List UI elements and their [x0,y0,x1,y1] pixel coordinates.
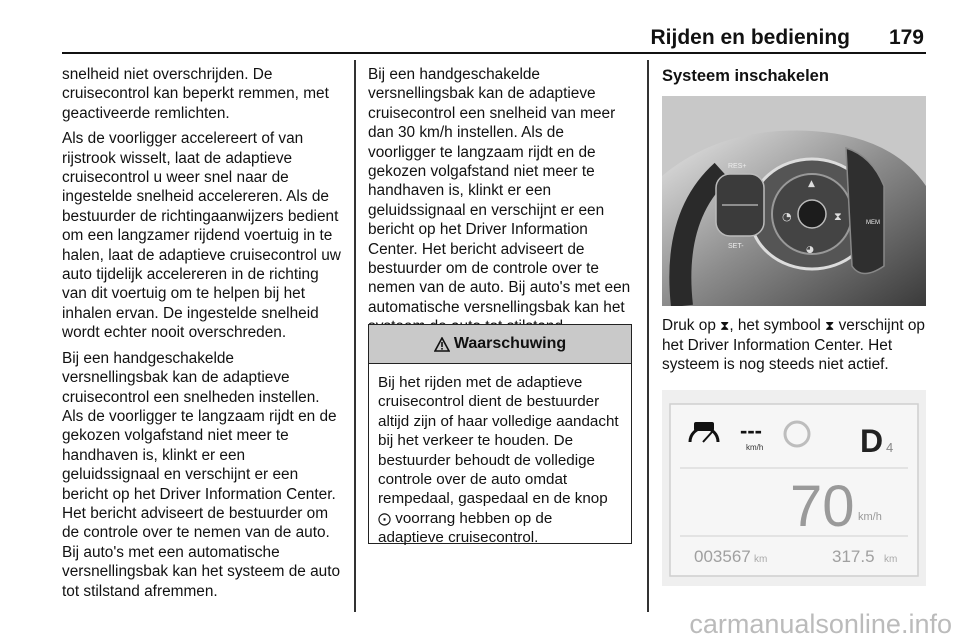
warning-text-1: Bij het rijden met de adaptieve cruisecontrol dient de bestuurder altijd zijn of haar volledige aandacht bij het verkeer te houden. De bestuurder behoudt de volledige controle over de auto omdat rempedaal, gaspedaal en de knop [378,374,619,508]
section-title: Systeem inschakelen [662,67,829,85]
adaptive-cruise-symbol-icon: ⧗ [825,318,835,334]
res-label: RES+ [728,163,747,170]
warning-body [369,364,631,557]
warning-title: Waarschuwing [453,335,567,352]
speed-unit: km/h [858,511,882,523]
trip-value: 317.5 [832,547,875,566]
column-2 [368,65,634,362]
col3-paragraph [662,316,932,374]
adaptive-cruise-icon: ⧗ [720,318,730,334]
warning-triangle-icon [434,337,450,352]
header-rule [62,52,926,54]
col2-paragraph-1: Bij een handgeschakelde versnellingsbak kan de adaptieve cruisecontrol een snelheid van meer dan 30 km/h instellen. Als de voorligger te langzaam rijdt en de gekozen volgafstand niet meer te handhaven is, klinkt er een geluidssignaal en verschijnt er een bericht op het Driver Information Center. Het bericht adviseert de bestuurder om de controle over te nemen van de auto. Bij auto's met een automatische versnellingsbak kan het [368,66,631,316]
col1-paragraph-3: Bij een handgeschakelde versnellingsbak kan de adaptieve cruisecontrol een snelheden instellen. Als de voorligger te langzaam rijdt en de gekozen volgafstand niet meer te handhaven is, klinkt er een geluidssignaal en verschijnt er een bericht op het Driver Information Center. Het bericht adviseert de bestuurder om de controle over te nemen van de auto. Bij auto's met een automatische versnellingsbak kan het systeem de auto tot stilstand afremmen. [62,349,341,600]
column-divider-1 [354,60,356,612]
gear-indicator: D [860,423,884,459]
warning-text-2: voorrang hebben op de adaptieve cruisecontrol. [378,509,553,547]
col1-paragraph-1: snelheid niet overschrijden. De cruisecontrol kan beperkt remmen, met geactiveerde remlichten. [62,66,329,122]
cruise-control-button-icon: ⨀ [378,510,391,526]
cruise-wheel-icon: ◔ [782,210,792,223]
col3-text-c: verschijnt op het Driver Information Center. Het systeem is nog steeds niet actief. [662,317,925,374]
odometer-value: 003567 [694,547,751,566]
column-divider-2 [647,60,649,612]
plus-wheel-icon: ▲ [808,179,815,189]
odometer-unit: km [754,554,768,565]
gear-number: 4 [886,440,894,455]
instrument-cluster-image [662,390,926,586]
set-speed-unit: km/h [746,443,764,452]
warning-header [369,325,631,364]
set-label: SET- [728,243,744,250]
trip-unit: km [884,554,898,565]
current-speed: 70 [790,474,855,539]
page-header [0,0,960,56]
chapter-title: Rijden en bediening [650,26,850,49]
col3-text-b: , het symbool [729,317,821,335]
adaptive-wheel-icon: ⧗ [834,210,842,223]
col1-paragraph-2: Als de voorligger accelereert of van rijstrook wisselt, laat de adaptieve cruisecontrol u weer snel naar de ingestelde snelheid accelereren. Als de bestuurder de richtingaanwijzers bedient om een langzamer rijdend voertuig in te halen, laat de adaptieve cruisecontrol uw auto tijdelijk accelereren in de richting van dit voertuig om te helpen bij het inhalen ervan. De ingestelde snelheid wordt echter nooit overschreden. [62,130,341,342]
set-speed-dashes: --- [740,418,762,443]
mem-label: MEM [866,220,880,226]
col3-text-a: Druk op [662,317,716,335]
warning-box [368,324,632,547]
column-1 [62,65,342,607]
watermark: carmanualsonline.info [689,609,952,639]
gauge-wheel-icon: ◕ [806,245,814,255]
steering-wheel-controls-image [662,96,926,306]
page-number: 179 [888,26,924,49]
